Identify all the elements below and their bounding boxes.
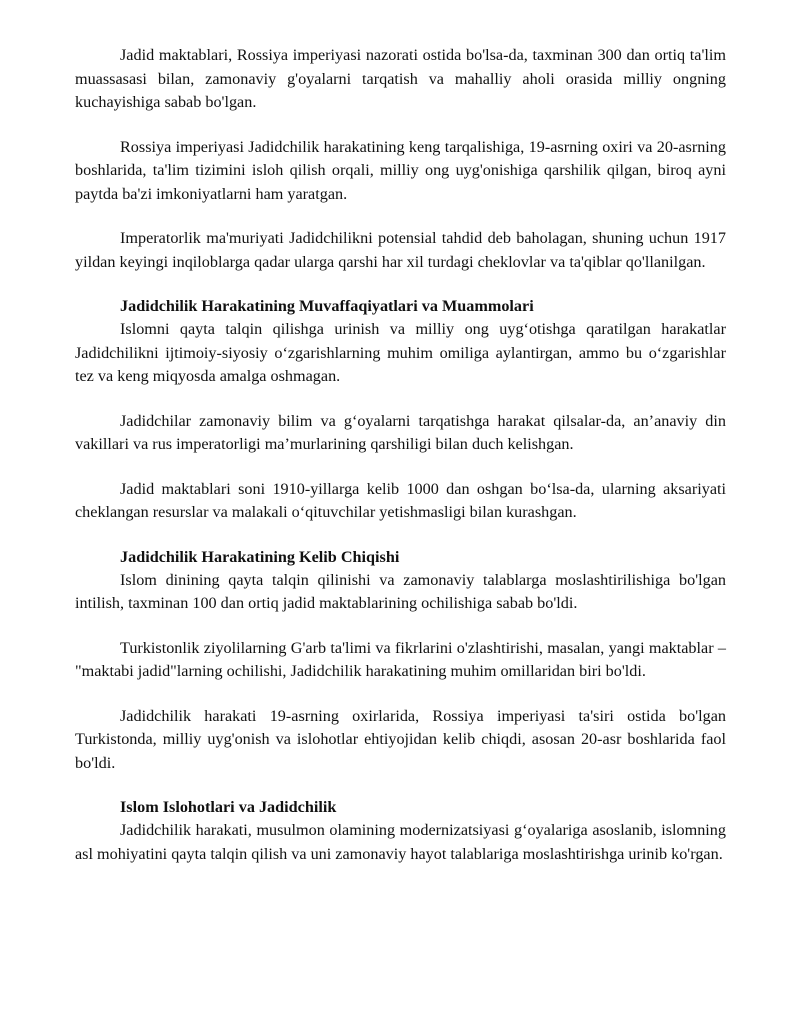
paragraph: Jadidchilar zamonaviy bilim va g‘oyalarni tarqatishga harakat qilsalar-da, an’anaviy din vakillari va rus imperatorligi ma’murlarining qarshiligi bilan duch kelishgan. [75,411,726,453]
paragraph: Islom dinining qayta talqin qilinishi va zamonaviy talablarga moslashtirilishiga bo'lgan intilish, taxminan 100 dan ortiq jadid maktablarining ochilishiga sabab bo'ldi. [75,570,726,612]
section-heading: Islom Islohotlari va Jadidchilik [120,798,337,816]
paragraph: Rossiya imperiyasi Jadidchilik harakatining keng tarqalishiga, 19-asrning oxiri va 20-asrning boshlarida, ta'lim tizimini isloh qilish orqali, milliy ong uyg'onishiga qarshilik qilgan, biroq ayni paytda ba'zi imkoniyatlarni ham yaratgan. [75,137,726,203]
paragraph: Jadid maktablari soni 1910-yillarga kelib 1000 dan oshgan bo‘lsa-da, ularning aksariyati cheklangan resurslar va malakali o‘qituvchilar yetishmasligi bilan kurashgan. [75,479,726,521]
section-heading: Jadidchilik Harakatining Muvaffaqiyatlari va Muammolari [120,297,534,315]
paragraph: Imperatorlik ma'muriyati Jadidchilikni potensial tahdid deb baholagan, shuning uchun 1917 yildan keyingi inqiloblarga qadar ularga qarshi har xil turdagi cheklovlar va ta'qiblar qo'llanilgan. [75,229,726,271]
paragraph: Turkistonlik ziyolilarning G'arb ta'limi va fikrlarini o'zlashtirishi, masalan, yangi maktablar – "maktabi jadid"larning ochilishi, Jadidchilik harakatining muhim omillaridan biri bo'ldi. [75,638,726,680]
paragraph: Jadid maktablari, Rossiya imperiyasi nazorati ostida bo'lsa-da, taxminan 300 dan ortiq ta'lim muassasasi bilan, zamonaviy g'oyalarni tarqatish va mahalliy aholi orasida milliy ongning kuchayishiga sabab bo'lgan. [75,46,726,111]
paragraph: Islomni qayta talqin qilishga urinish va milliy ong uyg‘otishga qaratilgan harakatlar Jadidchilikni ijtimoiy-siyosiy o‘zgarishlarning muhim omiliga aylantirgan, ammo bu o‘zgarishlar tez va keng miqyosda amalga oshmagan. [75,320,726,385]
section-heading: Jadidchilik Harakatining Kelib Chiqishi [120,547,400,566]
paragraph: Jadidchilik harakati 19-asrning oxirlarida, Rossiya imperiyasi ta'siri ostida bo'lgan Turkistonda, milliy uyg'onish va islohotlar ehtiyojidan kelib chiqdi, asosan 20-asr boshlarida faol bo'ldi. [75,706,726,772]
paragraph: Jadidchilik harakati, musulmon olamining modernizatsiyasi g‘oyalariga asoslanib, islomning asl mohiyatini qayta talqin qilish va uni zamonaviy hayot talablariga moslashtirishga urinib ko'rgan. [75,821,726,863]
